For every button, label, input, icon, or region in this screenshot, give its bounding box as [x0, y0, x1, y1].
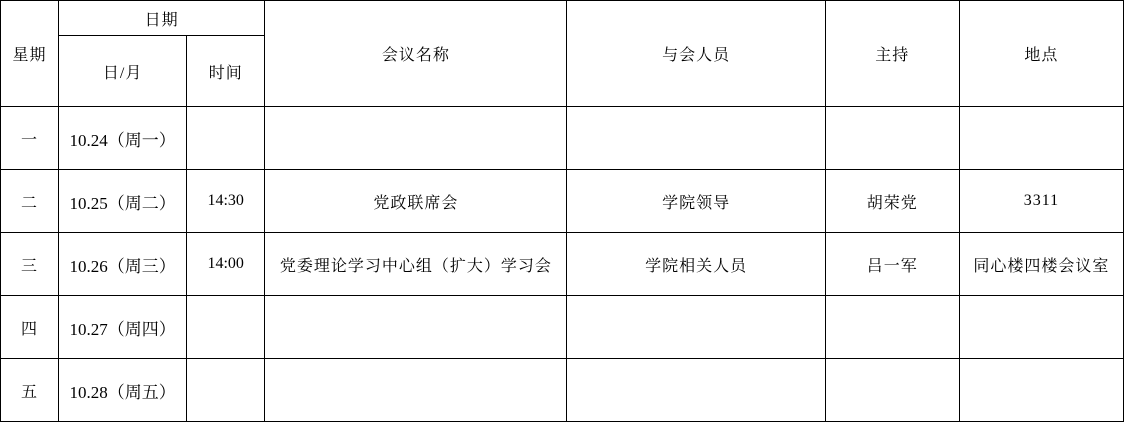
cell-time — [187, 296, 265, 359]
cell-date: 10.27（周四） — [59, 296, 187, 359]
table-header — [1, 1, 1124, 107]
cell-time: 14:30 — [187, 170, 265, 233]
header-attendees: 与会人员 — [567, 1, 825, 107]
header-row-top — [1, 1, 1124, 36]
table-row — [1, 359, 1124, 422]
cell-weekday: 一 — [1, 107, 59, 170]
table-row — [1, 296, 1124, 359]
cell-place: 同心楼四楼会议室 — [959, 233, 1123, 296]
cell-time — [187, 359, 265, 422]
header-weekday: 星期 — [1, 1, 59, 107]
cell-date: 10.24（周一） — [59, 107, 187, 170]
cell-date: 10.28（周五） — [59, 359, 187, 422]
table-row — [1, 233, 1124, 296]
cell-date: 10.26（周三） — [59, 233, 187, 296]
cell-weekday: 二 — [1, 170, 59, 233]
cell-date: 10.25（周二） — [59, 170, 187, 233]
cell-weekday: 五 — [1, 359, 59, 422]
cell-attendees — [567, 296, 825, 359]
header-place: 地点 — [959, 1, 1123, 107]
header-time: 时间 — [187, 36, 265, 107]
table-body — [1, 107, 1124, 422]
cell-host: 胡荣党 — [825, 170, 959, 233]
cell-weekday: 四 — [1, 296, 59, 359]
cell-place — [959, 296, 1123, 359]
table-row — [1, 107, 1124, 170]
cell-attendees: 学院领导 — [567, 170, 825, 233]
cell-host: 吕一军 — [825, 233, 959, 296]
cell-place — [959, 359, 1123, 422]
cell-time — [187, 107, 265, 170]
header-date-group: 日期 — [59, 1, 265, 36]
cell-attendees: 学院相关人员 — [567, 233, 825, 296]
header-meeting-name: 会议名称 — [265, 1, 567, 107]
cell-weekday: 三 — [1, 233, 59, 296]
cell-host — [825, 359, 959, 422]
header-host: 主持 — [825, 1, 959, 107]
cell-host — [825, 107, 959, 170]
cell-attendees — [567, 107, 825, 170]
cell-meeting-name: 党委理论学习中心组（扩大）学习会 — [265, 233, 567, 296]
header-day-month: 日/月 — [59, 36, 187, 107]
cell-meeting-name — [265, 107, 567, 170]
cell-place: 3311 — [959, 170, 1123, 233]
cell-attendees — [567, 359, 825, 422]
table-row — [1, 170, 1124, 233]
cell-time: 14:00 — [187, 233, 265, 296]
cell-meeting-name — [265, 296, 567, 359]
cell-host — [825, 296, 959, 359]
cell-place — [959, 107, 1123, 170]
cell-meeting-name: 党政联席会 — [265, 170, 567, 233]
cell-meeting-name — [265, 359, 567, 422]
